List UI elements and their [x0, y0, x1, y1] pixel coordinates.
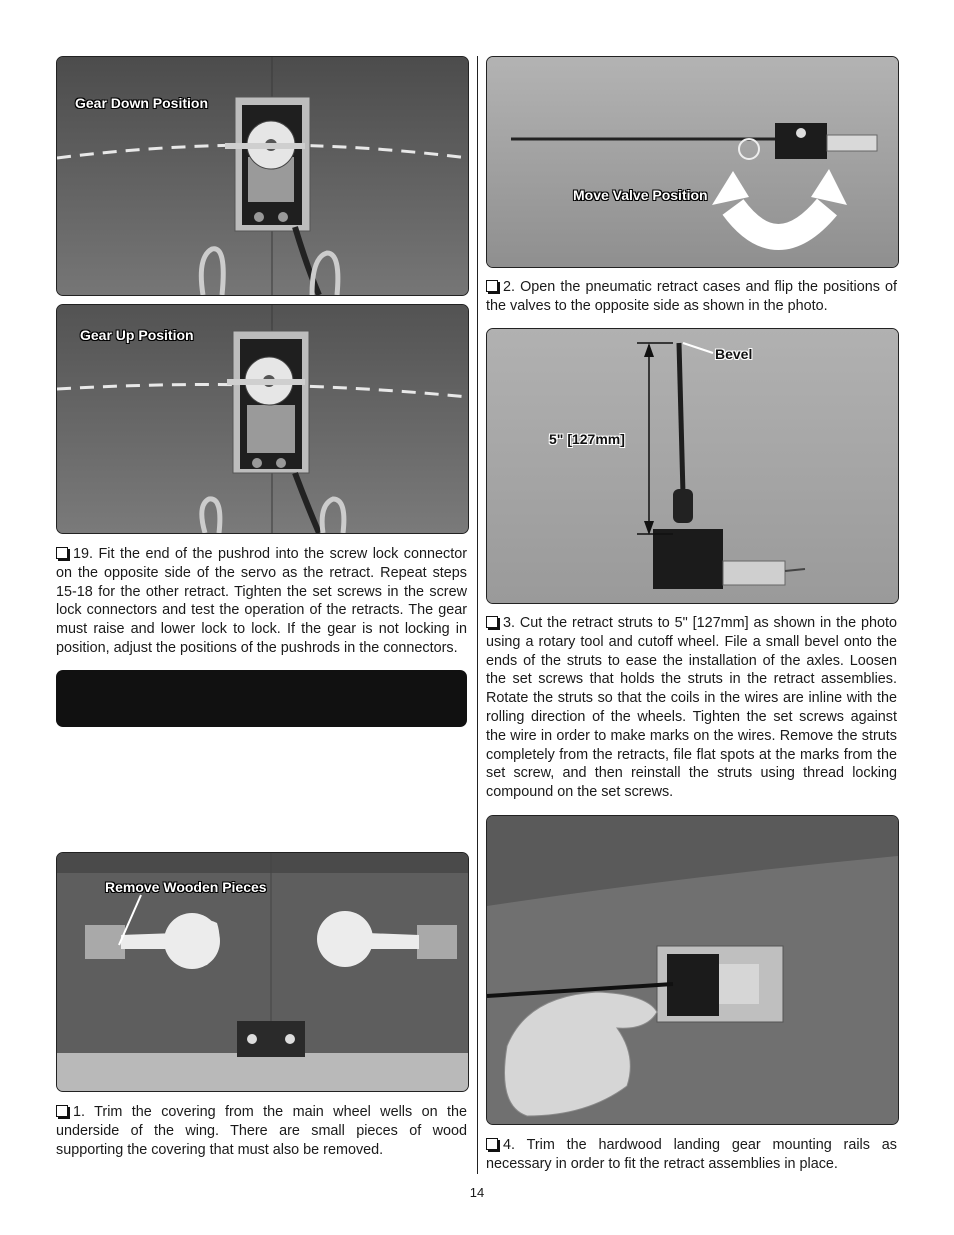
step-4-text: 4. Trim the hardwood landing gear mounting rails as necessary in order to fit the retract assemblies in place.	[486, 1137, 897, 1172]
valve-illustration	[487, 57, 898, 267]
step-19	[56, 545, 467, 658]
photo-strut-length	[486, 328, 899, 604]
checkbox-icon[interactable]	[486, 616, 498, 628]
checkbox-icon[interactable]	[486, 1138, 498, 1150]
photo-gear-down	[56, 56, 469, 296]
section-banner	[56, 670, 467, 727]
step-3-text: 3. Cut the retract struts to 5" [127mm] as shown in the photo using a rotary tool and cutoff wheel. File a small bevel onto the ends of the struts to ease the installation of the axles. Loosen the set screws that holds the struts in the retract assemblies. Rotate the struts so that the coils in the wires are inline with the rolling direction of the wheels. Tighten the set screws against the wire in order to make marks on the wires. Remove the struts completely from the retracts, file flat spots at the marks from the set screw, and then reinstall the struts using thread locking compound on the set screws.	[486, 615, 897, 801]
retract-install-illustration	[487, 816, 898, 1124]
photo-label-move-valve-position: Move Valve Position	[573, 187, 708, 203]
photo-gear-up	[56, 304, 469, 534]
step-2-text: 2. Open the pneumatic retract cases and flip the positions of the valves to the opposite side as shown in the photo.	[486, 279, 897, 314]
gear-down-illustration	[57, 57, 468, 295]
step-1	[56, 1103, 467, 1159]
step-2	[486, 278, 897, 316]
photo-label-gear-up: Gear Up Position	[80, 327, 194, 343]
photo-label-gear-down: Gear Down Position	[75, 95, 209, 111]
photo-remove-wooden-pieces	[56, 852, 469, 1092]
step-4	[486, 1136, 897, 1174]
checkbox-icon[interactable]	[56, 1105, 68, 1117]
checkbox-icon[interactable]	[486, 280, 498, 292]
page-number: 14	[469, 1185, 485, 1200]
step-19-text: 19. Fit the end of the pushrod into the screw lock connector on the opposite side of the servo as the retract. Repeat steps 15-18 for the other retract. Tighten the set screws in the screw lock connectors and test the operation of the retracts. The gear must raise and lower lock to lock. If the gear is not locking in position, adjust the positions of the pushrods in the connectors.	[56, 546, 467, 656]
strut-illustration	[487, 329, 898, 603]
step-1-text: 1. Trim the covering from the main wheel wells on the underside of the wing. There are small pieces of wood supporting the covering that must also be removed.	[56, 1104, 467, 1158]
checkbox-icon[interactable]	[56, 547, 68, 559]
photo-move-valve-position	[486, 56, 899, 268]
photo-label-strut-length: 5" [127mm]	[549, 431, 625, 447]
photo-label-bevel: Bevel	[715, 346, 753, 362]
photo-label-remove-wooden-pieces: Remove Wooden Pieces	[105, 879, 267, 895]
column-divider	[477, 56, 478, 1174]
photo-trim-rails	[486, 815, 899, 1125]
step-3	[486, 614, 897, 802]
